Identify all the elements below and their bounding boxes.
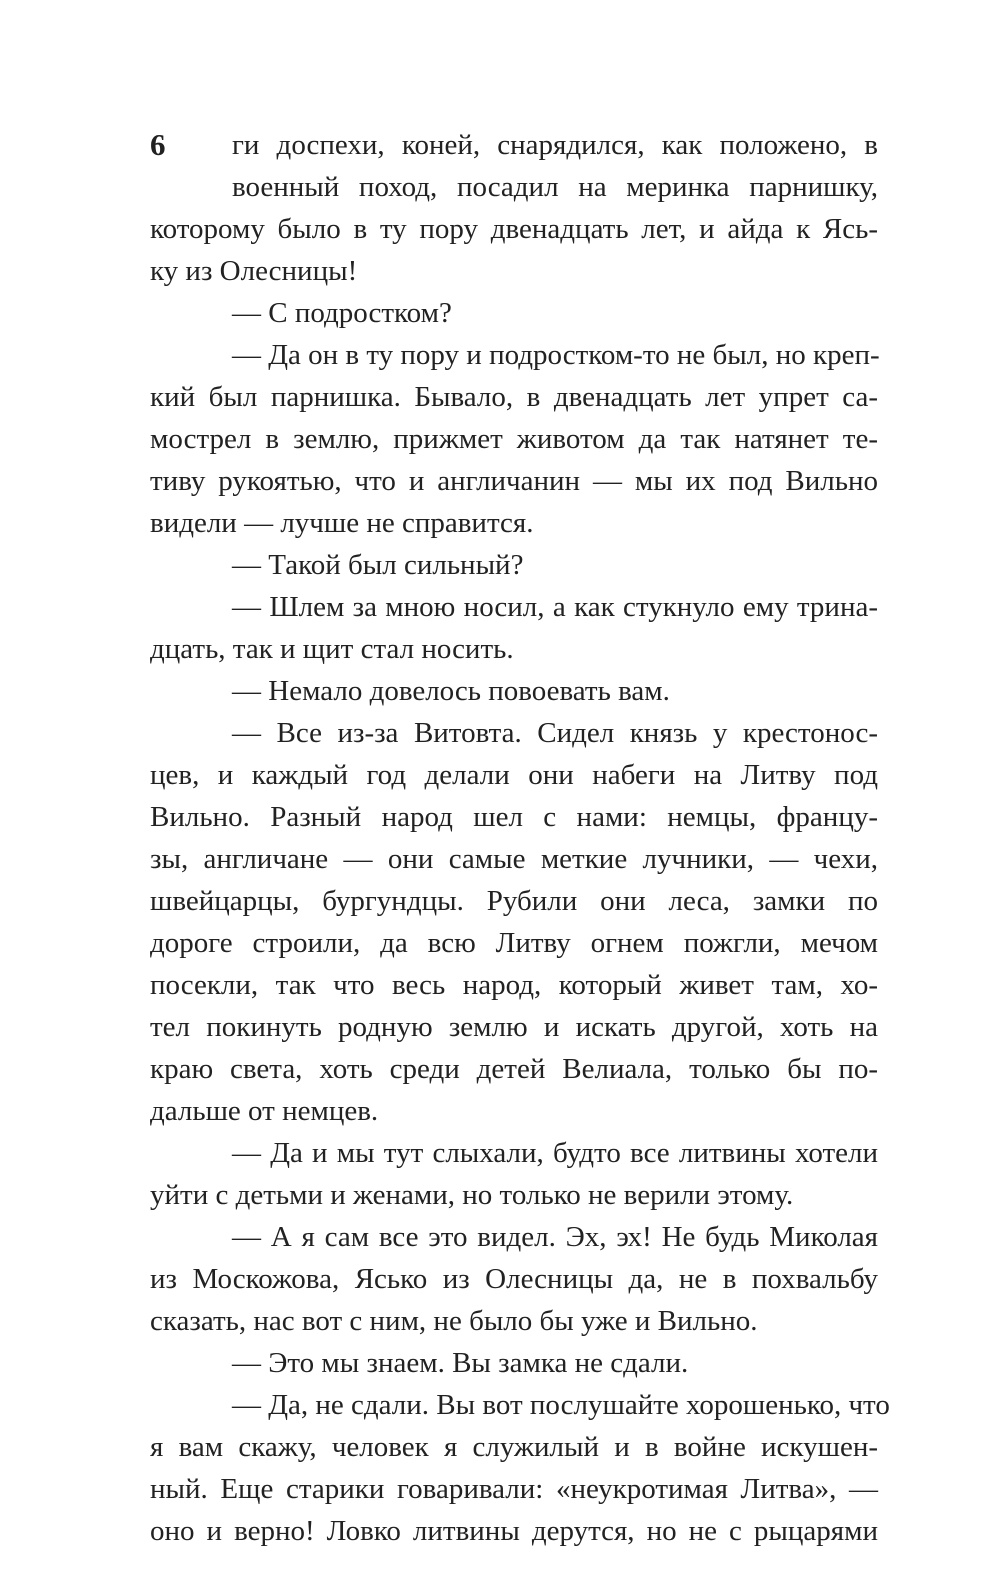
text-line: дороге строили, да всю Литву огнем пожгли, мечом — [150, 927, 878, 959]
text-line: — Да и мы тут слыхали, будто все литвины хотели — [232, 1137, 878, 1169]
text-line: посекли, так что весь народ, который живет там, хо- — [150, 969, 878, 1001]
text-line: ный. Еще старики говаривали: «неукротимая Литва», — — [150, 1473, 878, 1505]
text-line: — С подростком? — [232, 297, 452, 329]
text-line: — Немало довелось повоевать вам. — [232, 675, 670, 707]
text-line: — Такой был сильный? — [232, 549, 524, 581]
text-line: из Москожова, Ясько из Олесницы да, не в похвальбу — [150, 1263, 878, 1295]
text-line: тел покинуть родную землю и искать другой, хоть на — [150, 1011, 878, 1043]
text-line: — А я сам все это видел. Эх, эх! Не будь Миколая — [232, 1221, 878, 1253]
text-line: зы, англичане — они самые меткие лучники, — чехи, — [150, 843, 878, 875]
text-line: уйти с детьми и женами, но только не верили этому. — [150, 1179, 794, 1211]
text-line: тиву рукоятью, что и англичанин — мы их под Вильно — [150, 465, 878, 497]
text-line: военный поход, посадил на меринка парнишку, — [232, 171, 878, 203]
text-line: мострел в землю, прижмет животом да так натянет те- — [150, 423, 878, 455]
page-number: 6 — [150, 127, 166, 162]
text-line: — Да он в ту пору и подростком-то не был, но креп- — [232, 339, 880, 371]
text-line: кий был парнишка. Бывало, в двенадцать лет упрет са- — [150, 381, 878, 413]
text-line: сказать, нас вот с ним, не было бы уже и Вильно. — [150, 1305, 758, 1337]
body-text — [150, 124, 890, 1552]
text-line: — Шлем за мною носил, а как стукнуло ему трина- — [232, 591, 878, 623]
text-line: которому было в ту пору двенадцать лет, и айда к Ясь- — [150, 213, 878, 245]
text-line: Вильно. Разный народ шел с нами: немцы, францу- — [150, 801, 878, 833]
text-line: оно и верно! Ловко литвины дерутся, но не с рыцарями — [150, 1515, 878, 1547]
text-line: — Да, не сдали. Вы вот послушайте хорошенько, что — [232, 1389, 890, 1421]
text-line: видели — лучше не справится. — [150, 507, 534, 539]
text-line: — Все из-за Витовта. Сидел князь у крестонос- — [232, 717, 878, 749]
text-line: швейцарцы, бургундцы. Рубили они леса, замки по — [150, 885, 878, 917]
text-line: дальше от немцев. — [150, 1095, 379, 1127]
text-line: я вам скажу, человек я служилый и в войне искушен- — [150, 1431, 878, 1463]
text-line: дцать, так и щит стал носить. — [150, 633, 514, 665]
text-line: краю света, хоть среди детей Велиала, только бы по- — [150, 1053, 878, 1085]
text-line: ку из Олесницы! — [150, 255, 358, 287]
text-line: цев, и каждый год делали они набеги на Литву под — [150, 759, 878, 791]
text-line: ги доспехи, коней, снарядился, как положено, в — [232, 129, 878, 161]
text-line: — Это мы знаем. Вы замка не сдали. — [232, 1347, 689, 1379]
